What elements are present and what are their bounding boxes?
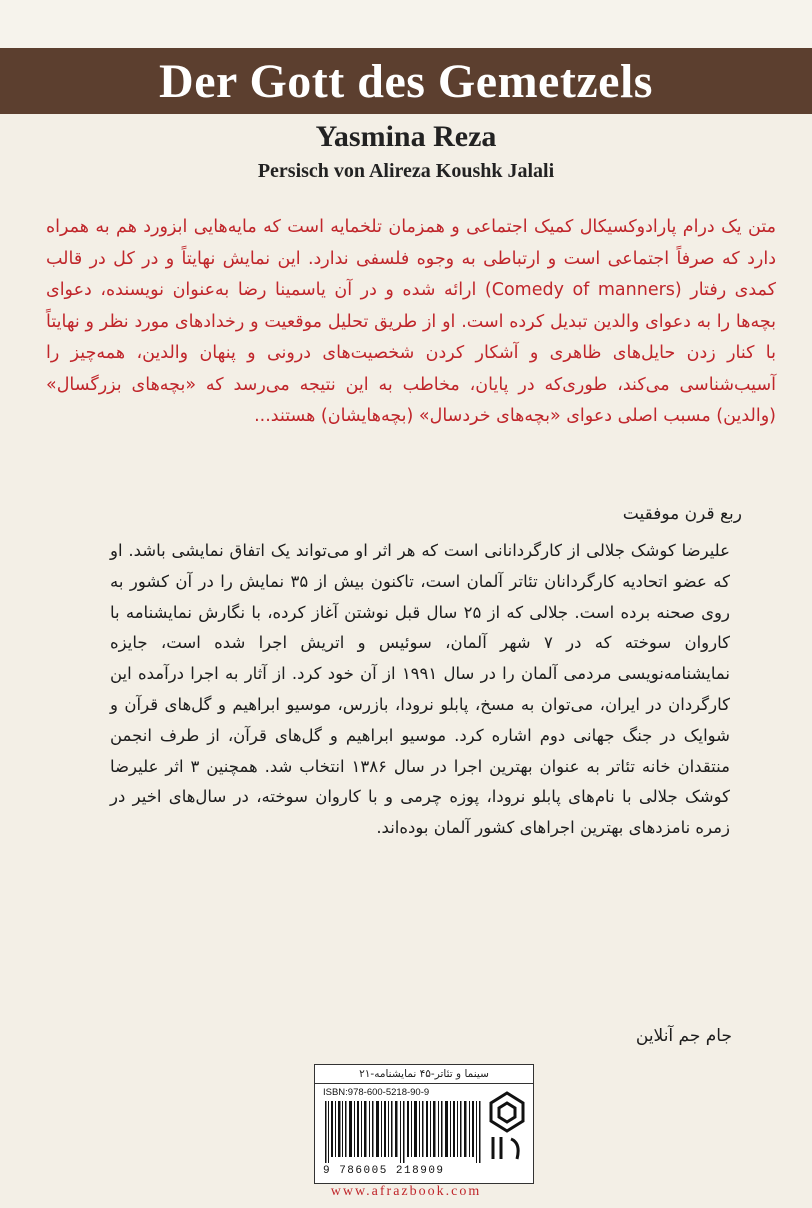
barcode-digits: 9 786005 218909 [323, 1165, 445, 1177]
barcode-box [314, 1064, 534, 1184]
website-url[interactable]: www.afrazbook.com [330, 1184, 482, 1199]
author-name: Yasmina Reza [315, 120, 497, 153]
book-title: Der Gott des Gemetzels [159, 54, 653, 108]
barcode-icon [323, 1101, 483, 1163]
bio-heading: ربع قرن موفقیت [622, 504, 742, 524]
translator-credit: Persisch von Alireza Koushk Jalali [257, 160, 555, 182]
publisher-logo-icon [487, 1089, 527, 1169]
top-strip [0, 0, 812, 48]
description-paragraph: متن یک درام پارادوکسیکال کمیک اجتماعی و همزمان تلخمایه است که مایه‌هایی ابزورد هم به همراه دارد که صرفاً اجتماعی است و ارتباطی به وجوه فلسفی ندارد. این نمایش نهایتاً و در کل در قالب کمدی رفتار (Comedy of manners) ارائه شده و در آن یاسمینا رضا به‌عنوان نویسنده، دعوای بچه‌ها را به دعوای والدین تبدیل کرده است. او از طریق تحلیل موقعیت و رخدادهای مورد نظر و نهایتاً با کنار زدن حایل‌های ظاهری و آشکار کردن شخصیت‌های درونی و پنهان والدین، همه‌چیز را آسیب‌شناسی می‌کند، طوری‌که در پایان، مخاطب به این نتیجه می‌رسد که «بچه‌های بزرگسال» (والدین) مسبب اصلی دعوای «بچه‌های خردسال» (بچه‌هایشان) هستند... [46, 217, 777, 426]
title-band [0, 48, 812, 114]
bio-paragraph: علیرضا کوشک جلالی از کارگردانانی است که هر اثر او می‌تواند یک اتفاق نمایشی باشد. او که عضو اتحادیه کارگردانان تئاتر آلمان است، تاکنون بیش از ۳۵ نمایش را در آن کشور به روی صحنه برده است. جلالی که از ۲۵ سال قبل نوشتن آغاز کرده، با نگارش نمایشنامه با کاروان سوخته که در ۷ شهر آلمان، سوئیس و اتریش اجرا شده است، جایزه نمایشنامه‌نویسی مردمی آلمان را در سال ۱۹۹۱ از آن خود کرد. از آثار به اجرا درآمده این کارگردان در ایران، می‌توان به مسخ، پابلو نرودا، بازرس، موسیو ابراهیم و گل‌های قرآن و شوایک در جنگ جهانی دوم اشاره کرد. موسیو ابراهیم و گل‌های قرآن، از طرف انجمن منتقدان خانه تئاتر به عنوان بهترین اجرا در سال ۱۳۸۶ انتخاب شد. همچنین ۳ اثر علیرضا کوشک جلالی با نام‌های پابلو نرودا، پوزه چرمی و با کاروان سوخته، در سال‌های اخیر در زمره نامزدهای بهترین اجراهای کشور آلمان بوده‌اند. [110, 541, 731, 838]
series-line: سینما و تئاتر-۴۵ نمایشنامه-۲۱ [315, 1065, 533, 1084]
source-credit: جام جم آنلاین [635, 1026, 732, 1046]
isbn-text: ISBN:978-600-5218-90-9 [323, 1087, 430, 1098]
